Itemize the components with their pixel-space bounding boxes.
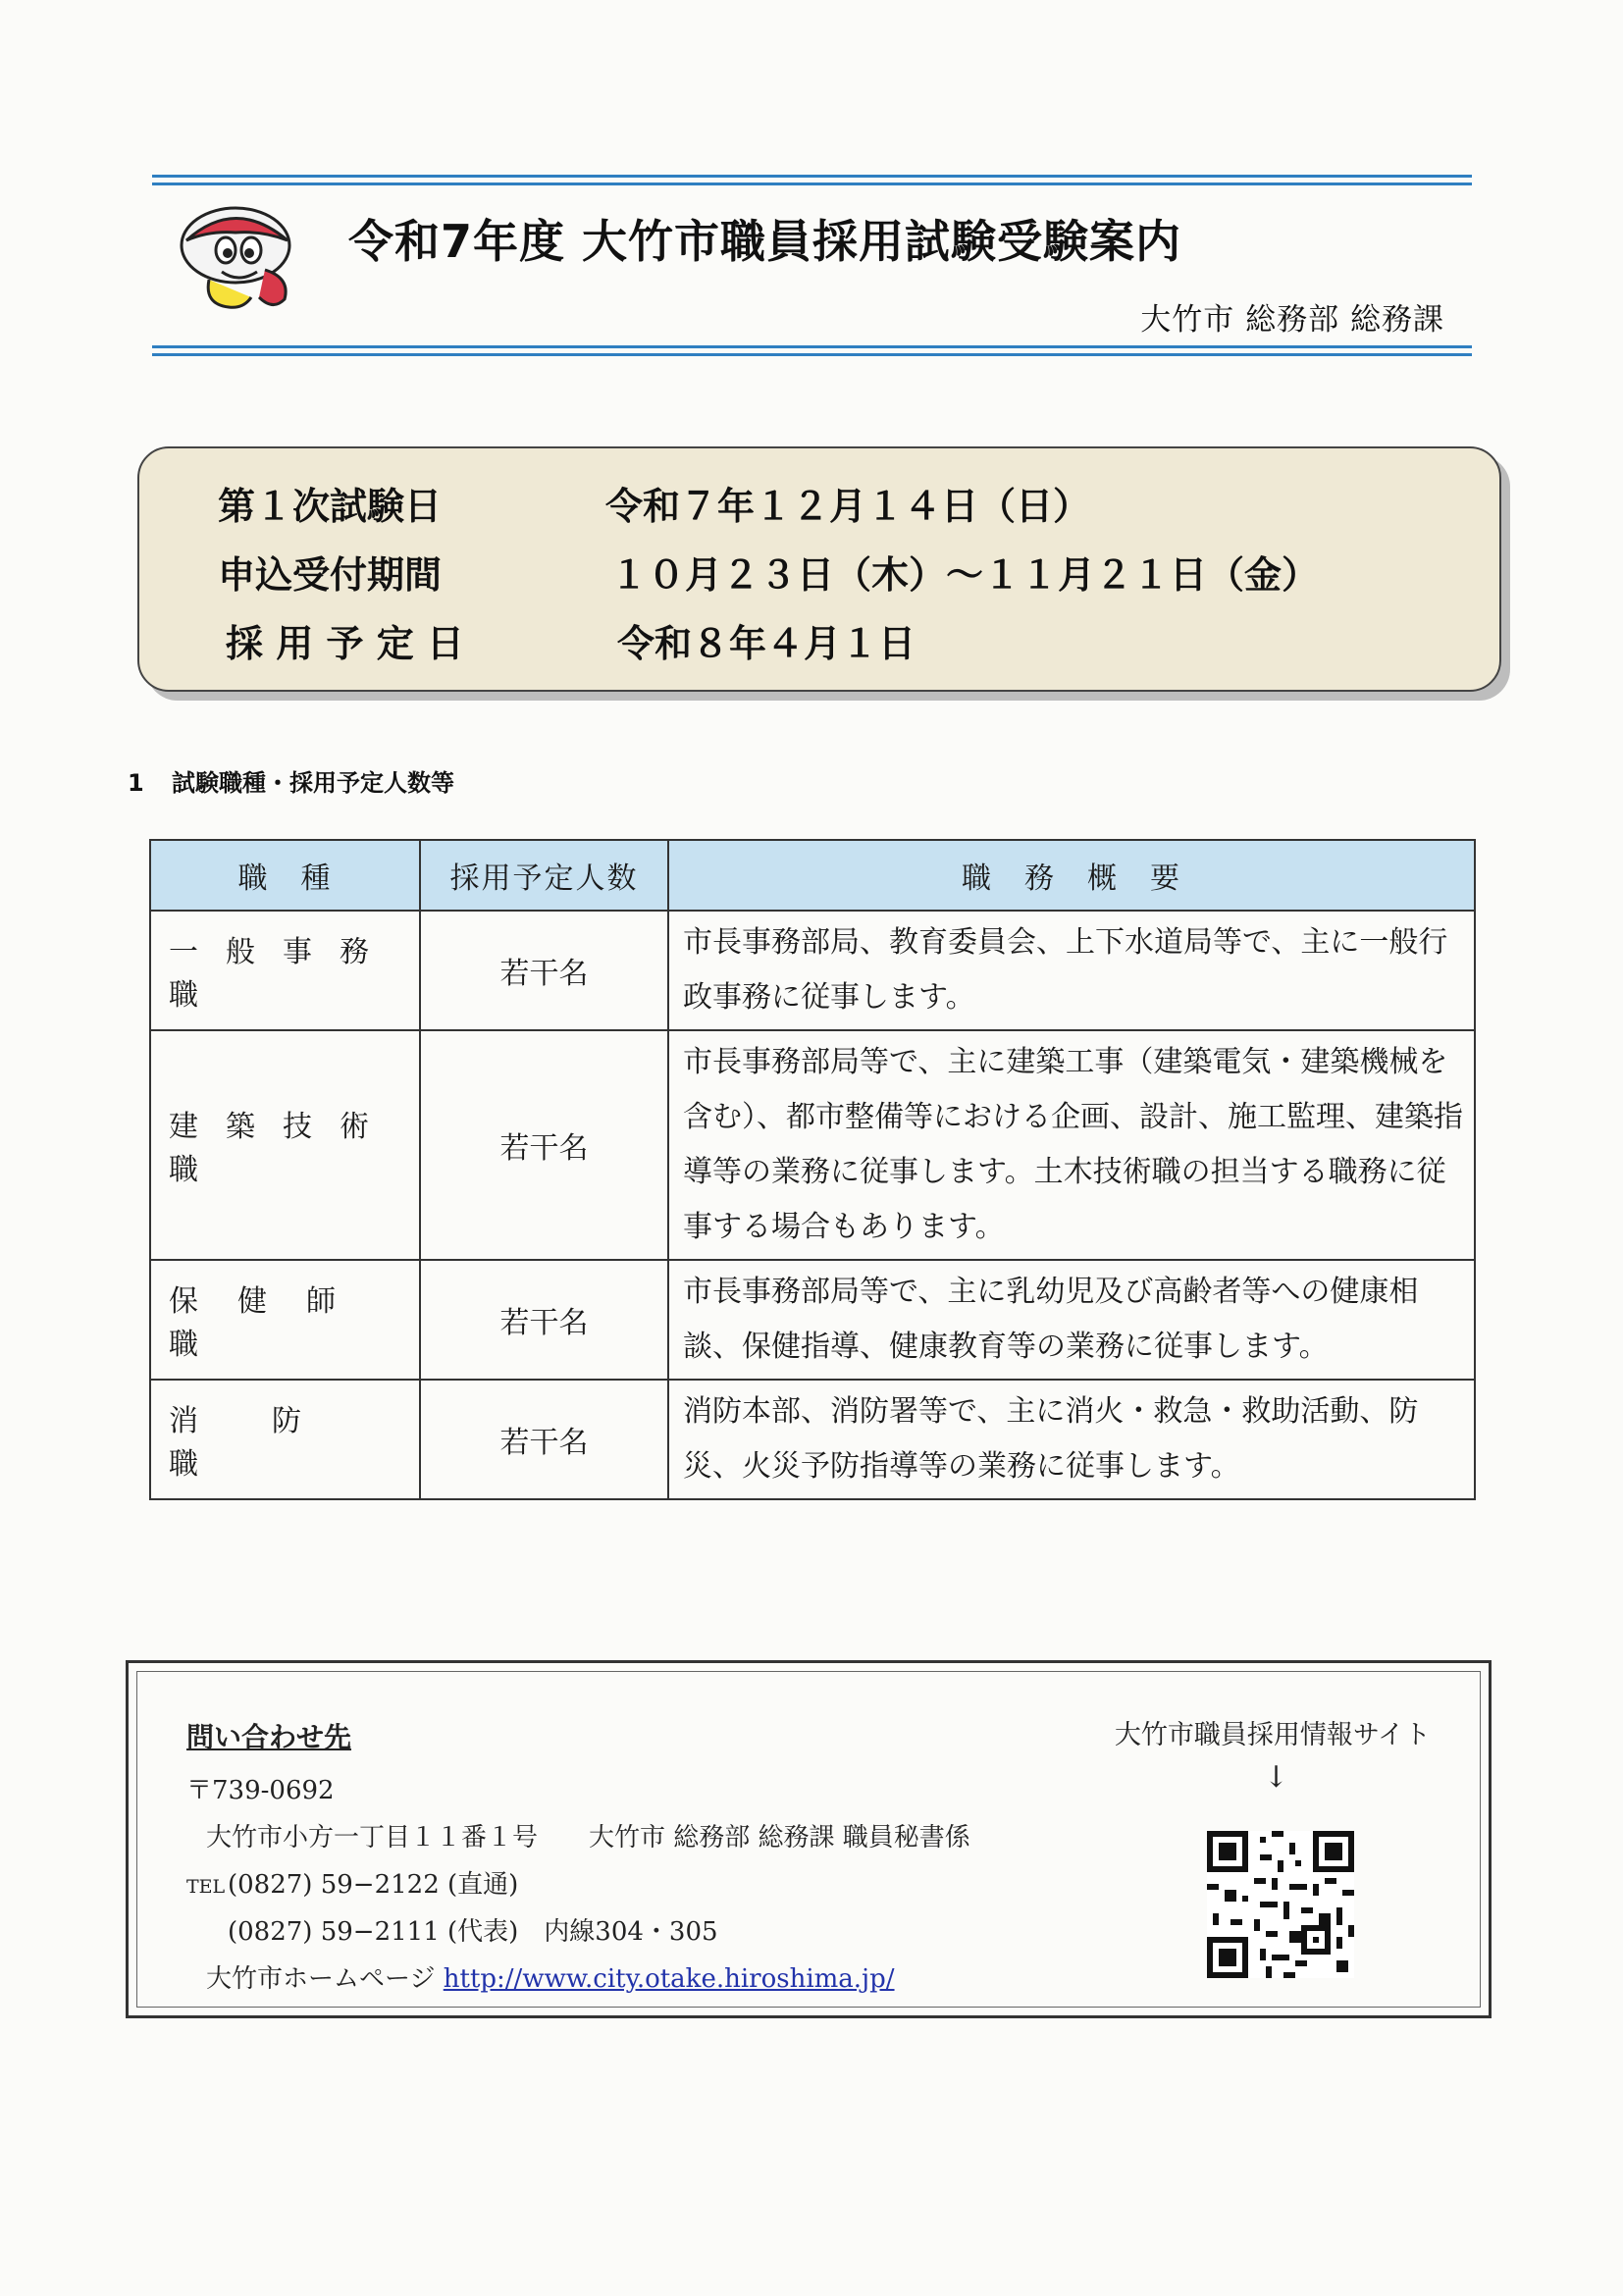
job-name: 建築技術職 (150, 1030, 420, 1260)
job-description: 市長事務部局等で、主に乳幼児及び高齢者等への健康相談、保健指導、健康教育等の業務に従事します。 (668, 1260, 1475, 1380)
job-name: 保健師職 (150, 1260, 420, 1380)
postal-code: 〒739-0692 (186, 1776, 335, 1805)
job-count: 若干名 (420, 1030, 668, 1260)
job-count: 若干名 (420, 911, 668, 1030)
job-table (149, 839, 1476, 1500)
mascot-logo-icon (175, 201, 302, 314)
table-row (150, 1030, 1475, 1260)
down-arrow-icon: ↓ (1263, 1760, 1288, 1795)
job-description: 市長事務部局等で、主に建築工事（建築電気・建築機械を含む）、都市整備等における企画、設計、施工監理、建築指導等の業務に従事します。土木技術職の担当する職務に従事する場合もあります。 (668, 1030, 1475, 1260)
date-label: 採 用 予 定 日 (226, 622, 464, 665)
date-value: 令和８年４月１日 (617, 622, 916, 665)
column-header: 採用予定人数 (420, 840, 668, 911)
phone-main: (0827) 59−2111 (代表) 内線304・305 (228, 1917, 718, 1947)
job-description: 消防本部、消防署等で、主に消火・救急・救助活動、防災、火災予防指導等の業務に従事します。 (668, 1380, 1475, 1499)
date-value: １０月２３日（木）～１１月２１日（金） (610, 553, 1320, 597)
qr-code-icon[interactable] (1207, 1831, 1354, 1978)
homepage-label: 大竹市ホームページ (206, 1964, 436, 1994)
section-title: 試験職種・採用予定人数等 (172, 769, 454, 797)
page-title: 令和7年度 大竹市職員採用試験受験案内 (348, 215, 1182, 268)
table-header-row (150, 840, 1475, 911)
homepage-link[interactable]: http://www.city.otake.hiroshima.jp/ (443, 1964, 895, 1994)
job-name: 一般事務職 (150, 911, 420, 1030)
date-label: 申込受付期間 (218, 553, 443, 597)
contact-heading: 問い合わせ先 (186, 1721, 352, 1753)
department-label: 大竹市 総務部 総務課 (1140, 302, 1444, 338)
date-label: 第１次試験日 (218, 485, 443, 528)
table-row (150, 911, 1475, 1030)
recruit-site-label: 大竹市職員採用情報サイト (1114, 1720, 1431, 1750)
bottom-rule (152, 345, 1472, 356)
phone-label: TEL (186, 1876, 226, 1898)
section-number: 1 (128, 769, 144, 797)
job-name: 消防職 (150, 1380, 420, 1499)
date-value: 令和７年１２月１４日（日） (605, 485, 1091, 528)
schedule-box (137, 446, 1501, 692)
job-count: 若干名 (420, 1380, 668, 1499)
column-header: 職 務 概 要 (668, 840, 1475, 911)
phone-line (186, 1864, 518, 1901)
homepage-line (206, 1958, 895, 1995)
table-row (150, 1260, 1475, 1380)
job-count: 若干名 (420, 1260, 668, 1380)
contact-inner-frame (136, 1671, 1481, 2008)
top-rule (152, 175, 1472, 185)
contact-box (126, 1660, 1492, 2018)
contact-address: 大竹市小方一丁目１１番１号 大竹市 総務部 総務課 職員秘書係 (206, 1823, 970, 1852)
table-row (150, 1380, 1475, 1499)
job-description: 市長事務部局、教育委員会、上下水道局等で、主に一般行政事務に従事します。 (668, 911, 1475, 1030)
column-header: 職 種 (150, 840, 420, 911)
section-heading (128, 763, 454, 798)
phone-direct: (0827) 59−2122 (直通) (228, 1870, 519, 1900)
